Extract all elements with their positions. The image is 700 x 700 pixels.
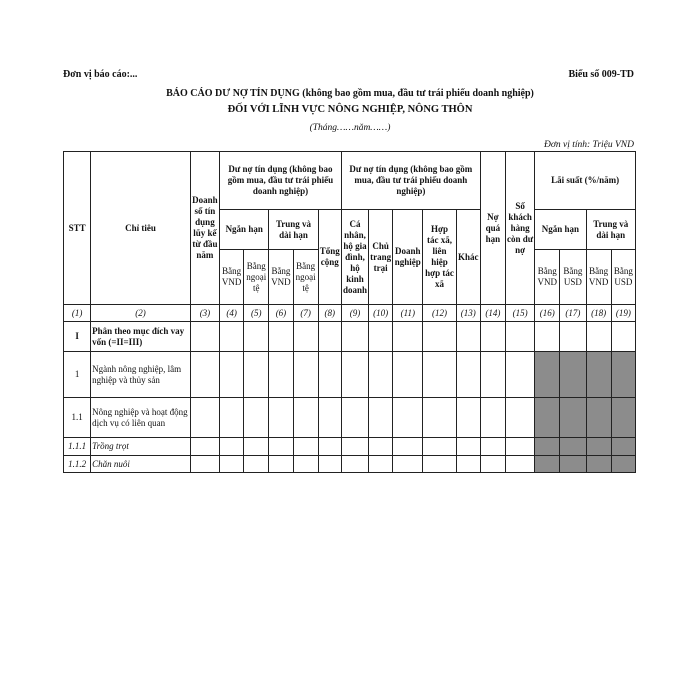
col-header-td-vnd: Bằng VND [269,250,293,305]
column-number: (17) [560,305,586,322]
column-number: (6) [269,305,293,322]
row-label: Phân theo mục đích vay vốn (=II=III) [91,322,191,352]
col-header-ngan-han: Ngắn hạn [220,210,269,250]
column-number: (18) [586,305,611,322]
column-number: (7) [293,305,318,322]
group-header-lai-suat: Lãi suất (%/năm) [535,152,636,210]
column-number: (9) [341,305,368,322]
col-header-ls-td-usd: Bằng USD [611,250,635,305]
row-stt: 1 [64,352,91,398]
report-subtitle: ĐỐI VỚI LĨNH VỰC NÔNG NGHIỆP, NÔNG THÔN [227,104,473,115]
col-header-ls-trung-dai-han: Trung và dài hạn [586,210,635,250]
row-label: Trồng trọt [91,438,191,456]
column-number: (8) [318,305,341,322]
column-number: (3) [190,305,219,322]
column-number: (1) [64,305,91,322]
col-header-hop-tac-xa: Hợp tác xã, liên hiệp hợp tác xã [423,210,456,305]
col-header-td-ngoai-te: Bằng ngoại tệ [293,250,318,305]
column-number: (4) [220,305,244,322]
col-header-nh-vnd: Bằng VND [220,250,244,305]
row-label: Nông nghiệp và hoạt động dịch vụ có liên quan [91,398,191,438]
column-number: (15) [505,305,534,322]
col-header-trung-dai-han: Trung và dài hạn [269,210,318,250]
header-row-1 [64,152,636,210]
column-number: (16) [535,305,560,322]
col-header-nh-ngoai-te: Bằng ngoại tệ [244,250,269,305]
table-row [64,456,636,473]
col-header-ls-td-vnd: Bằng VND [586,250,611,305]
report-title: BÁO CÁO DƯ NỢ TÍN DỤNG (không bao gồm mua, đầu tư trái phiếu doanh nghiệp) [166,88,534,99]
col-header-ca-nhan: Cá nhân, hộ gia đình, hộ kinh doanh [341,210,368,305]
col-header-chi-tieu: Chỉ tiêu [91,152,191,305]
row-label: Ngành nông nghiệp, lâm nghiệp và thủy sản [91,352,191,398]
col-header-doanh-nghiep: Doanh nghiệp [393,210,423,305]
col-header-tong-cong: Tổng cộng [318,210,341,305]
col-header-ls-nh-vnd: Bằng VND [535,250,560,305]
form-number: Biểu số 009-TD [568,69,634,80]
column-number: (11) [393,305,423,322]
table-row [64,398,636,438]
column-number: (10) [369,305,393,322]
row-stt: 1.1.1 [64,438,91,456]
col-header-khac: Khác [456,210,480,305]
col-header-chu-trang-trai: Chủ trang trại [369,210,393,305]
column-number: (13) [456,305,480,322]
table-row [64,352,636,398]
col-header-ls-nh-usd: Bằng USD [560,250,586,305]
col-header-doanh-so: Doanh số tín dụng lũy kế từ đầu năm [190,152,219,305]
group-header-borrower: Dư nợ tín dụng (không bao gồm mua, đầu tư trái phiếu doanh nghiệp) [341,152,480,210]
row-stt: 1.1.2 [64,456,91,473]
col-header-no-qua-han: Nợ quá hạn [480,152,505,305]
column-number-row [64,305,636,322]
table-row [64,322,636,352]
report-period: (Tháng……năm……) [309,123,391,133]
column-number: (2) [91,305,191,322]
row-label: Chăn nuôi [91,456,191,473]
column-number: (19) [611,305,635,322]
unit-of-measure: Đơn vị tính: Triệu VND [543,140,634,150]
row-stt: I [64,322,91,352]
table-row [64,438,636,456]
col-header-ls-ngan-han: Ngắn hạn [535,210,586,250]
col-header-stt: STT [64,152,91,305]
row-stt: 1.1 [64,398,91,438]
col-header-so-khach-hang: Số khách hàng còn dư nợ [505,152,534,305]
credit-report-table [63,151,636,473]
column-number: (12) [423,305,456,322]
reporting-unit-label: Đơn vị báo cáo:... [63,69,138,80]
group-header-term: Dư nợ tín dụng (không bao gồm mua, đầu tư trái phiếu doanh nghiệp) [220,152,342,210]
column-number: (14) [480,305,505,322]
column-number: (5) [244,305,269,322]
